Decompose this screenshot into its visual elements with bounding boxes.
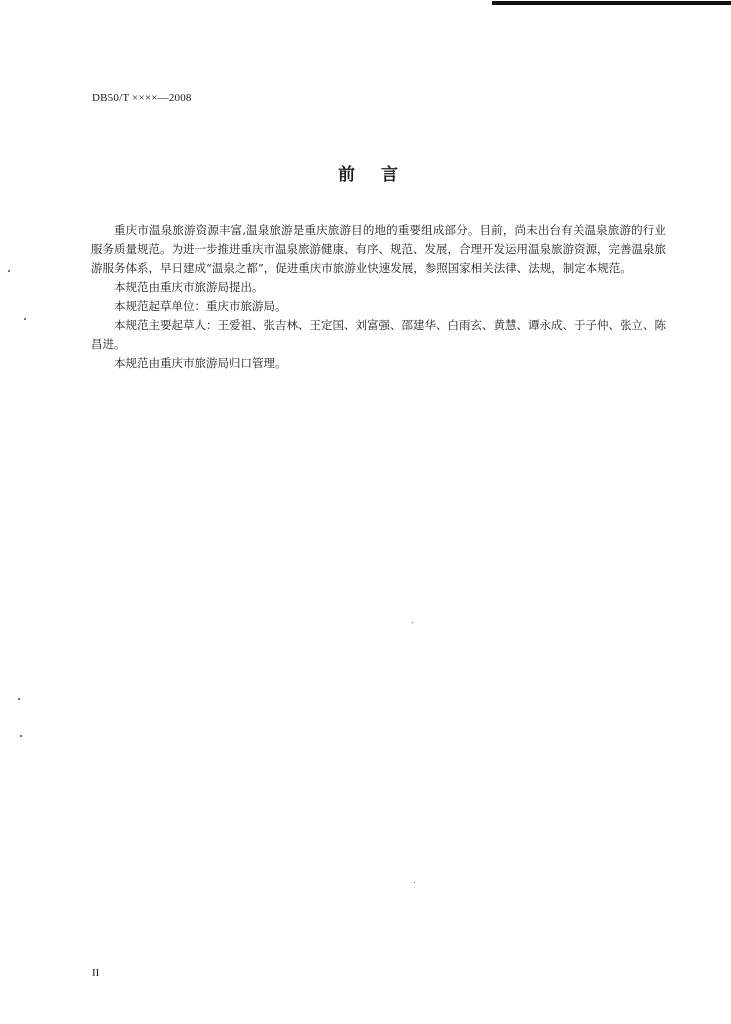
document-code: DB50/T ××××—2008 bbox=[92, 92, 192, 104]
section-title: 前言 bbox=[338, 165, 424, 185]
paragraph-drafters: 本规范主要起草人：王爱祖、张吉林、王定国、刘富强、邵建华、白雨玄、黄慧、谭永成、于子仲、张立、陈昌进。 bbox=[91, 318, 666, 351]
paragraph-intro: 重庆市温泉旅游资源丰富,温泉旅游是重庆旅游目的地的重要组成部分。目前，尚未出台有关温泉旅游的行业服务质量规范。为进一步推进重庆市温泉旅游健康、有序、规范、发展，合理开发运用温泉旅游资源，完善温泉旅游服务体系，早日建成“温泉之都”，促进重庆市旅游业快速发展，参照国家相关法律、法规，制定本规范。 bbox=[91, 223, 666, 275]
scan-speck bbox=[8, 270, 10, 272]
foreword-body bbox=[91, 221, 666, 373]
scan-speck bbox=[20, 735, 22, 737]
paragraph-proposer: 本规范由重庆市旅游局提出。 bbox=[114, 280, 264, 294]
scan-speck bbox=[414, 882, 415, 883]
top-border-rule bbox=[492, 1, 731, 5]
paragraph-management: 本规范由重庆市旅游局归口管理。 bbox=[114, 356, 287, 370]
page-number: II bbox=[92, 967, 100, 979]
scan-speck bbox=[18, 698, 20, 700]
scan-speck bbox=[412, 622, 413, 623]
paragraph-drafting-unit: 本规范起草单位：重庆市旅游局。 bbox=[114, 299, 287, 313]
scan-speck bbox=[24, 318, 26, 320]
